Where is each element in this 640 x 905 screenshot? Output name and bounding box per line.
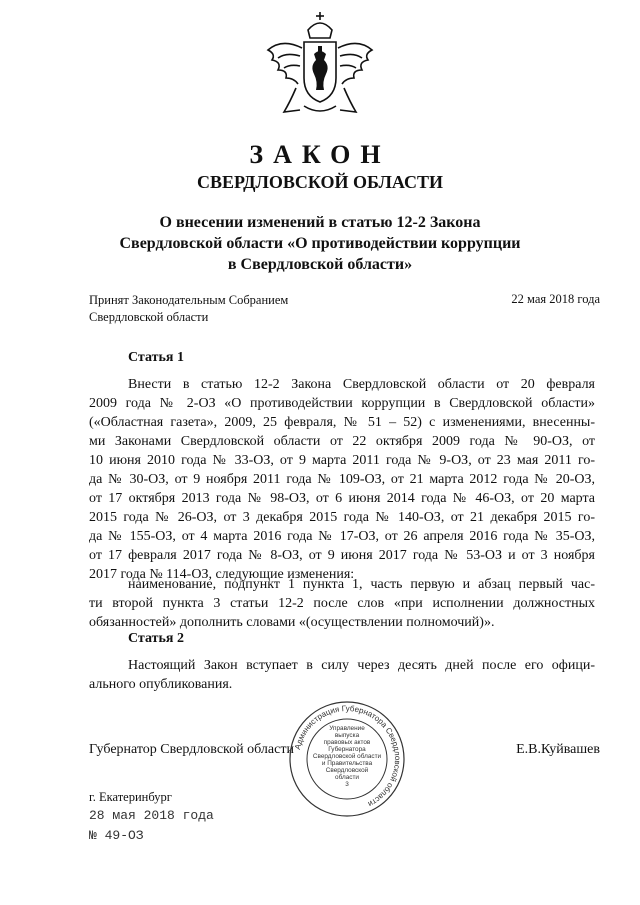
signing-city: г. Екатеринбург	[89, 790, 172, 804]
law-subject-line: в Свердловской области»	[227, 256, 413, 273]
text-line: 2017 года № 114-ОЗ, следующие изменения:	[89, 567, 355, 582]
signing-date: 28 мая 2018 года	[89, 808, 214, 823]
text-line: наименование, подпункт 1 пункта 1, часть первую и абзац первый час-	[128, 577, 595, 592]
text-line: Внести в статью 12-2 Закона Свердловской области от 20 февраля	[128, 377, 595, 392]
stamp-line: Управление	[329, 725, 365, 732]
article-1-paragraph-2	[89, 575, 595, 632]
text-line: да № 30-ОЗ, от 9 ноября 2011 года № 109-ОЗ, от 21 марта 2012 года № 20-ОЗ,	[89, 472, 595, 487]
text-line: 2015 года № 26-ОЗ, от 3 декабря 2015 года № 140-ОЗ, от 21 декабря 2015 го-	[89, 510, 595, 525]
text-line: да № 155-ОЗ, от 4 марта 2016 года № 17-ОЗ, от 26 апреля 2016 года № 35-ОЗ,	[89, 529, 595, 544]
text-line: ального опубликования.	[89, 677, 233, 692]
article-2-paragraph-1	[89, 656, 595, 694]
text-line: от 17 февраля 2017 года № 8-ОЗ, от 9 июня 2017 года № 53-ОЗ и от 3 ноября	[89, 548, 595, 563]
adopted-by	[89, 292, 288, 326]
signature-name: Е.В.Куйвашев	[516, 742, 600, 757]
article-2-heading: Статья 2	[128, 631, 184, 646]
text-line: («Областная газета», 2009, 25 февраля, № 51 – 52) с изменениями, внесенны-	[89, 415, 595, 430]
text-line: 2009 года № 2-ОЗ «О противодействии коррупции в Свердловской области»	[89, 396, 595, 411]
text-line: обязанностей» дополнить словами «(осуществлении полномочий)».	[89, 615, 495, 630]
text-line: 10 июня 2010 года № 33-ОЗ, от 9 марта 2011 года № 9-ОЗ, от 23 мая 2011 го-	[89, 453, 595, 468]
law-region: СВЕРДЛОВСКОЙ ОБЛАСТИ	[197, 172, 443, 192]
law-subject-line: О внесении изменений в статью 12-2 Закона	[159, 214, 481, 231]
stamp-line: правовых актов	[323, 739, 371, 746]
coat-of-arms-emblem	[260, 8, 380, 123]
law-subject	[100, 212, 540, 275]
text-line: ми Законами Свердловской области от 22 октября 2009 года № 90-ОЗ, от	[89, 434, 595, 449]
law-number: № 49-ОЗ	[89, 828, 144, 843]
text-line: от 17 октября 2013 года № 98-ОЗ, от 6 июня 2014 года № 46-ОЗ, от 20 марта	[89, 491, 595, 506]
stamp-line: и Правительства	[321, 760, 373, 767]
law-title: ЗАКОН	[249, 140, 391, 169]
stamp-outer-text: Администрация Губернатора Свердловской области	[292, 703, 403, 809]
stamp-line: выпуска	[334, 732, 360, 739]
official-stamp	[288, 700, 406, 818]
article-1-heading: Статья 1	[128, 350, 184, 365]
signature-title: Губернатор Свердловской области	[89, 742, 294, 757]
adopted-by-line: Принят Законодательным Собранием	[89, 293, 289, 307]
text-line: ти второй пункта 3 статьи 12-2 после слов «при исполнении должностных	[89, 596, 595, 611]
stamp-line: Свердловской области	[312, 753, 382, 760]
stamp-line: области	[335, 774, 359, 781]
article-1-paragraph-1	[89, 375, 595, 584]
stamp-line: Свердловской	[325, 767, 369, 774]
adopted-by-line: Свердловской области	[89, 310, 209, 324]
law-subject-line: Свердловской области «О противодействии коррупции	[119, 235, 521, 252]
adoption-date: 22 мая 2018 года	[511, 292, 600, 306]
stamp-line: Губернатора	[328, 746, 366, 753]
stamp-line: 3	[345, 781, 349, 788]
text-line: Настоящий Закон вступает в силу через десять дней после его офици-	[128, 658, 595, 673]
